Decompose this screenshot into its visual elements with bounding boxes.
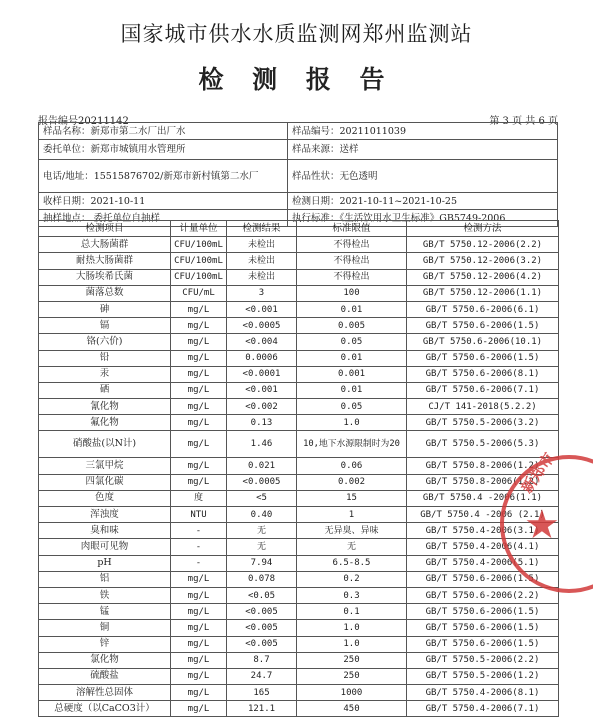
cell-limit: 1	[297, 507, 407, 523]
cell-result: <0.004	[227, 334, 297, 350]
cell-method: GB/T 5750.4-2006(5.1)	[407, 555, 559, 571]
cell-result: 0.13	[227, 415, 297, 431]
cell-result: 未检出	[227, 253, 297, 269]
cell-unit: NTU	[171, 507, 227, 523]
cell-limit: 100	[297, 285, 407, 301]
cell-limit: 0.01	[297, 382, 407, 398]
cell-limit: 0.05	[297, 334, 407, 350]
cell-result: 未检出	[227, 237, 297, 253]
table-row	[39, 490, 559, 506]
cell-item: 氰化物	[39, 399, 171, 415]
cell-item: 硝酸盐(以N计)	[39, 431, 171, 458]
header-limit: 标准限值	[297, 221, 407, 237]
cell-method: GB/T 5750.6-2006(1.5)	[407, 620, 559, 636]
table-row	[39, 636, 559, 652]
cell-unit: mg/L	[171, 318, 227, 334]
seal-text: 新郑市	[517, 449, 559, 497]
cell-result: 无	[227, 539, 297, 555]
results-table	[38, 220, 559, 717]
cell-unit: mg/L	[171, 415, 227, 431]
cell-item: 镉	[39, 318, 171, 334]
table-row	[39, 539, 559, 555]
cell-result: 0.40	[227, 507, 297, 523]
cell-method: GB/T 5750.12-2006(2.2)	[407, 237, 559, 253]
cell-limit: 6.5-8.5	[297, 555, 407, 571]
cell-method: GB/T 5750.6-2006(1.5)	[407, 571, 559, 587]
cell-method: GB/T 5750.5-2006(2.2)	[407, 652, 559, 668]
cell-item: 溶解性总固体	[39, 685, 171, 701]
cell-limit: 0.06	[297, 458, 407, 474]
report-title: 检 测 报 告	[198, 65, 395, 94]
cell-limit: 无异臭、异味	[297, 523, 407, 539]
cell-item: 铬(六价)	[39, 334, 171, 350]
table-row	[39, 318, 559, 334]
cell-unit: mg/L	[171, 620, 227, 636]
cell-item: 汞	[39, 366, 171, 382]
cell-limit: 不得检出	[297, 237, 407, 253]
cell-item: 锌	[39, 636, 171, 652]
sample-info-table	[38, 122, 558, 227]
table-row	[39, 507, 559, 523]
table-row	[39, 431, 559, 458]
table-row	[39, 350, 559, 366]
cell-method: GB/T 5750.5-2006(3.2)	[407, 415, 559, 431]
cell-method: GB/T 5750.5-2006(1.2)	[407, 668, 559, 684]
cell-limit: 450	[297, 701, 407, 717]
standard: 执行标准：《生活饮用水卫生标准》GB5749-2006	[288, 210, 558, 227]
table-row	[39, 399, 559, 415]
cell-limit: 0.005	[297, 318, 407, 334]
cell-method: GB/T 5750.6-2006(1.5)	[407, 604, 559, 620]
table-row	[39, 301, 559, 317]
table-row	[39, 604, 559, 620]
cell-item: 铁	[39, 587, 171, 603]
cell-result: <0.0001	[227, 366, 297, 382]
test-date: 检测日期：2021-10-11~2021-10-25	[288, 193, 558, 210]
cell-limit: 0.002	[297, 474, 407, 490]
cell-method: GB/T 5750.4-2006(4.1)	[407, 539, 559, 555]
cell-result: 121.1	[227, 701, 297, 717]
cell-unit: mg/L	[171, 701, 227, 717]
cell-method: GB/T 5750.6-2006(2.2)	[407, 587, 559, 603]
cell-method: GB/T 5750.6-2006(1.5)	[407, 636, 559, 652]
cell-limit: 1000	[297, 685, 407, 701]
cell-unit: mg/L	[171, 604, 227, 620]
table-row	[39, 571, 559, 587]
header-item: 检测项目	[39, 221, 171, 237]
cell-result: <0.0005	[227, 474, 297, 490]
cell-limit: 1.0	[297, 415, 407, 431]
cell-result: 0.021	[227, 458, 297, 474]
cell-unit: -	[171, 539, 227, 555]
cell-limit: 0.001	[297, 366, 407, 382]
cell-result: 3	[227, 285, 297, 301]
cell-result: <0.005	[227, 604, 297, 620]
table-row	[39, 555, 559, 571]
table-row	[39, 587, 559, 603]
cell-limit: 15	[297, 490, 407, 506]
table-row	[39, 620, 559, 636]
cell-limit: 250	[297, 668, 407, 684]
page-indicator: 第 3 页 共 6 页	[489, 116, 558, 127]
cell-item: 大肠埃希氏菌	[39, 269, 171, 285]
cell-unit: -	[171, 555, 227, 571]
cell-limit: 0.01	[297, 350, 407, 366]
cell-limit: 无	[297, 539, 407, 555]
table-row	[39, 458, 559, 474]
cell-item: 砷	[39, 301, 171, 317]
cell-limit: 0.3	[297, 587, 407, 603]
cell-method: GB/T 5750.4-2006(8.1)	[407, 685, 559, 701]
cell-result: 无	[227, 523, 297, 539]
cell-item: pH	[39, 555, 171, 571]
cell-limit: 0.1	[297, 604, 407, 620]
cell-unit: mg/L	[171, 685, 227, 701]
cell-method: GB/T 5750.4 -2006 (2.1)	[407, 507, 559, 523]
cell-result: <0.001	[227, 382, 297, 398]
cell-unit: mg/L	[171, 382, 227, 398]
cell-unit: mg/L	[171, 301, 227, 317]
table-row	[39, 668, 559, 684]
cell-result: 0.0006	[227, 350, 297, 366]
cell-unit: CFU/100mL	[171, 237, 227, 253]
cell-item: 肉眼可见物	[39, 539, 171, 555]
cell-unit: mg/L	[171, 587, 227, 603]
table-row	[39, 237, 559, 253]
cell-item: 浑浊度	[39, 507, 171, 523]
cell-method: GB/T 5750.4-2006(7.1)	[407, 701, 559, 717]
table-row	[39, 652, 559, 668]
cell-item: 四氯化碳	[39, 474, 171, 490]
table-row	[39, 685, 559, 701]
cell-result: 8.7	[227, 652, 297, 668]
cell-unit: CFU/100mL	[171, 269, 227, 285]
received-date: 收样日期：2021-10-11	[39, 193, 288, 210]
cell-item: 菌落总数	[39, 285, 171, 301]
sample-source: 样品来源：送样	[288, 140, 558, 160]
table-row	[39, 474, 559, 490]
cell-item: 硫酸盐	[39, 668, 171, 684]
table-row	[39, 415, 559, 431]
cell-method: GB/T 5750.4-2006(3.1)	[407, 523, 559, 539]
cell-item: 氟化物	[39, 415, 171, 431]
cell-method: GB/T 5750.6-2006(1.5)	[407, 350, 559, 366]
cell-method: GB/T 5750.12-2006(1.1)	[407, 285, 559, 301]
cell-limit: 1.0	[297, 620, 407, 636]
cell-item: 硒	[39, 382, 171, 398]
cell-result: 0.078	[227, 571, 297, 587]
cell-item: 三氯甲烷	[39, 458, 171, 474]
header-result: 检测结果	[227, 221, 297, 237]
cell-item: 铜	[39, 620, 171, 636]
cell-item: 耐热大肠菌群	[39, 253, 171, 269]
cell-result: 165	[227, 685, 297, 701]
table-row	[39, 366, 559, 382]
cell-limit: 0.2	[297, 571, 407, 587]
cell-method: GB/T 5750.6-2006(7.1)	[407, 382, 559, 398]
cell-unit: -	[171, 523, 227, 539]
cell-result: <5	[227, 490, 297, 506]
cell-result: <0.002	[227, 399, 297, 415]
cell-method: GB/T 5750.6-2006(10.1)	[407, 334, 559, 350]
header-method: 检测方法	[407, 221, 559, 237]
client: 委托单位：新郑市城镇用水管理所	[39, 140, 288, 160]
cell-result: 未检出	[227, 269, 297, 285]
cell-result: <0.0005	[227, 318, 297, 334]
cell-unit: mg/L	[171, 668, 227, 684]
cell-method: GB/T 5750.8-2006(1.2)	[407, 458, 559, 474]
cell-limit: 10,地下水源限制时为20	[297, 431, 407, 458]
header-unit: 计量单位	[171, 221, 227, 237]
cell-result: <0.001	[227, 301, 297, 317]
table-row	[39, 382, 559, 398]
cell-result: <0.005	[227, 636, 297, 652]
cell-unit: CFU/100mL	[171, 253, 227, 269]
sample-name: 样品名称：新郑市第二水厂出厂水	[39, 123, 288, 140]
cell-unit: mg/L	[171, 350, 227, 366]
cell-unit: mg/L	[171, 399, 227, 415]
cell-method: GB/T 5750.6-2006(6.1)	[407, 301, 559, 317]
organization-title: 国家城市供水水质监测网郑州监测站	[120, 22, 473, 46]
cell-method: GB/T 5750.6-2006(8.1)	[407, 366, 559, 382]
cell-limit: 1.0	[297, 636, 407, 652]
cell-unit: mg/L	[171, 636, 227, 652]
cell-unit: mg/L	[171, 474, 227, 490]
cell-result: 24.7	[227, 668, 297, 684]
cell-method: GB/T 5750.12-2006(4.2)	[407, 269, 559, 285]
cell-item: 铅	[39, 350, 171, 366]
cell-item: 铝	[39, 571, 171, 587]
cell-unit: mg/L	[171, 458, 227, 474]
cell-unit: 度	[171, 490, 227, 506]
contact: 电话/地址：15515876702/新郑市新村镇第二水厂	[39, 160, 288, 193]
cell-unit: mg/L	[171, 431, 227, 458]
cell-method: GB/T 5750.5-2006(5.3)	[407, 431, 559, 458]
table-row	[39, 523, 559, 539]
cell-unit: mg/L	[171, 334, 227, 350]
cell-method: GB/T 5750.4 -2006(1.1)	[407, 490, 559, 506]
cell-limit: 不得检出	[297, 269, 407, 285]
cell-unit: mg/L	[171, 366, 227, 382]
sample-number: 样品编号：20211011039	[288, 123, 558, 140]
sample-character: 样品性状：无色透明	[288, 160, 558, 193]
cell-item: 氯化物	[39, 652, 171, 668]
cell-result: 1.46	[227, 431, 297, 458]
cell-result: 7.94	[227, 555, 297, 571]
cell-unit: mg/L	[171, 652, 227, 668]
cell-limit: 0.05	[297, 399, 407, 415]
cell-limit: 不得检出	[297, 253, 407, 269]
cell-method: GB/T 5750.8-2006(1.2)	[407, 474, 559, 490]
cell-method: GB/T 5750.12-2006(3.2)	[407, 253, 559, 269]
table-row	[39, 334, 559, 350]
cell-limit: 0.01	[297, 301, 407, 317]
table-row	[39, 253, 559, 269]
cell-item: 总大肠菌群	[39, 237, 171, 253]
cell-item: 臭和味	[39, 523, 171, 539]
cell-method: GB/T 5750.6-2006(1.5)	[407, 318, 559, 334]
cell-method: CJ/T 141-2018(5.2.2)	[407, 399, 559, 415]
cell-item: 总硬度（以CaCO3计）	[39, 701, 171, 717]
cell-limit: 250	[297, 652, 407, 668]
cell-result: <0.005	[227, 620, 297, 636]
cell-result: <0.05	[227, 587, 297, 603]
cell-unit: mg/L	[171, 571, 227, 587]
cell-item: 锰	[39, 604, 171, 620]
table-row	[39, 269, 559, 285]
star-icon: ★	[524, 502, 560, 548]
report-number: 报告编号20211142	[38, 116, 129, 127]
cell-unit: CFU/mL	[171, 285, 227, 301]
cell-item: 色度	[39, 490, 171, 506]
table-row	[39, 285, 559, 301]
sampling-location: 抽样地点： 委托单位自抽样	[39, 210, 288, 227]
